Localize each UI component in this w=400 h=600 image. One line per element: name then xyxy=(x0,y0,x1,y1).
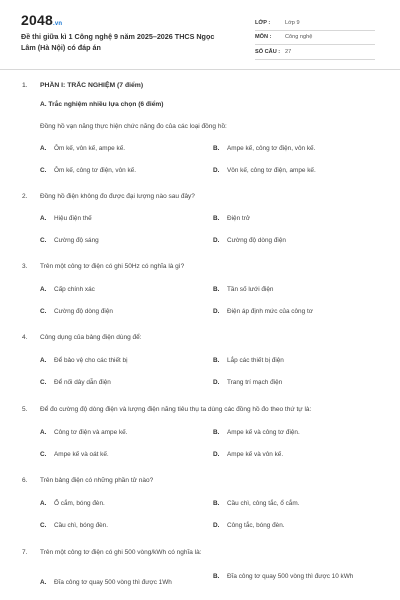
answer-option[interactable] xyxy=(40,144,200,153)
answer-key: B. xyxy=(213,429,220,436)
header-divider xyxy=(0,69,400,70)
answer-key: D. xyxy=(213,522,220,529)
answer-key: C. xyxy=(40,522,47,529)
meta-value: 27 xyxy=(285,48,292,55)
answer-option[interactable] xyxy=(213,166,373,175)
answer-option[interactable] xyxy=(213,499,373,508)
question-text: Trên một công tơ điện có ghi 50Hz có nghĩa là gì? xyxy=(40,263,185,270)
answer-text: Điện trở xyxy=(227,215,251,222)
answer-text: Ampe kế và vôn kế. xyxy=(227,451,284,458)
answer-text: Cường độ sáng xyxy=(54,237,99,244)
question xyxy=(22,333,382,342)
answer-key: C. xyxy=(40,379,47,386)
question-text: Để đo cường độ dòng điện và lượng điện năng tiêu thụ ta dùng các đồng hồ đo theo thứ tự là: xyxy=(40,406,312,413)
answer-key: B. xyxy=(213,357,220,364)
answer-option[interactable] xyxy=(40,285,200,294)
part-heading xyxy=(22,82,382,89)
answer-text: Vôn kế, công tơ điện, ampe kế. xyxy=(227,167,316,174)
exam-meta xyxy=(255,16,375,60)
question-number: 7. xyxy=(22,549,28,556)
question-text: Đồng hồ điện không đo được đại lượng nào sau đây? xyxy=(40,193,195,200)
answer-key: D. xyxy=(213,167,220,174)
answer-key: D. xyxy=(213,379,220,386)
answer-text: Lắp các thiết bị điện xyxy=(227,357,284,364)
answer-text: Cường độ dòng điện xyxy=(227,237,286,244)
answer-text: Ampe kế và oát kế. xyxy=(54,451,109,458)
answer-option[interactable] xyxy=(213,356,373,365)
meta-label: MÔN : xyxy=(255,34,272,41)
question xyxy=(22,192,382,201)
answer-option[interactable] xyxy=(213,450,373,459)
answer-key: C. xyxy=(40,308,47,315)
answer-option[interactable] xyxy=(40,214,200,223)
answer-key: A. xyxy=(40,429,47,436)
answer-key: C. xyxy=(40,237,47,244)
answer-option[interactable] xyxy=(40,428,200,437)
answer-key: A. xyxy=(40,145,47,152)
answer-text: Công tơ điện và ampe kế. xyxy=(54,429,128,436)
answer-text: Tần số lưới điện xyxy=(227,286,274,293)
answer-key: A. xyxy=(40,357,47,364)
answer-key: A. xyxy=(40,500,47,507)
question-number: 4. xyxy=(22,334,28,341)
answer-text: Hiệu điện thế xyxy=(54,215,92,222)
answer-option[interactable] xyxy=(40,356,200,365)
answer-key: D. xyxy=(213,451,220,458)
answer-option[interactable] xyxy=(40,378,200,387)
answer-text: Để nối dây dẫn điện xyxy=(54,379,111,386)
answer-option[interactable] xyxy=(213,214,373,223)
section-heading: A. Trắc nghiệm nhiều lựa chọn (6 điểm) xyxy=(40,101,164,108)
answer-option[interactable] xyxy=(40,450,200,459)
answer-option[interactable] xyxy=(213,144,373,153)
answer-option[interactable] xyxy=(213,572,368,581)
answer-option[interactable] xyxy=(40,499,200,508)
answer-key: C. xyxy=(40,451,47,458)
answer-option[interactable] xyxy=(40,578,200,587)
meta-value: Công nghệ xyxy=(285,34,313,41)
answer-option[interactable] xyxy=(213,285,373,294)
answer-key: D. xyxy=(213,308,220,315)
answer-key: A. xyxy=(40,215,47,222)
meta-label: LỚP : xyxy=(255,19,271,26)
answer-key: B. xyxy=(213,215,220,222)
answer-option[interactable] xyxy=(213,521,373,530)
answer-text: Cường độ dòng điện xyxy=(54,308,113,315)
question xyxy=(22,405,382,414)
answer-key: B. xyxy=(213,573,220,580)
answer-text: Trang trí mạch điện xyxy=(227,379,283,386)
answer-option[interactable] xyxy=(40,307,200,316)
answer-key: D. xyxy=(213,237,220,244)
site-logo[interactable] xyxy=(21,12,62,28)
logo-suffix: .vn xyxy=(52,21,63,27)
answer-option[interactable] xyxy=(40,521,200,530)
meta-row-subject xyxy=(255,31,375,46)
answer-text: Ampe kế, công tơ điện, vôn kế. xyxy=(227,145,316,152)
answer-key: A. xyxy=(40,579,47,586)
answer-text: Ôm kế, công tơ điện, vôn kế. xyxy=(54,167,136,174)
answer-text: Ôm kế, vôn kế, ampe kế. xyxy=(54,145,126,152)
question-text: Công dụng của bảng điện dùng để: xyxy=(40,334,142,341)
meta-label: SỐ CÂU : xyxy=(255,48,281,55)
answer-text: Đĩa công tơ quay 500 vòng thì được 1Wh xyxy=(54,579,172,586)
question xyxy=(22,476,382,485)
part-title: PHẦN I: TRẮC NGHIỆM (7 điểm) xyxy=(40,82,144,89)
answer-text: Ổ cắm, bóng đèn. xyxy=(54,500,105,507)
answer-text: Cấp chính xác xyxy=(54,286,95,293)
answer-key: B. xyxy=(213,145,220,152)
question xyxy=(22,548,382,557)
logo-text: 2048 xyxy=(21,12,53,28)
meta-value: Lớp 9 xyxy=(285,19,300,26)
question xyxy=(22,262,382,271)
question-number: 6. xyxy=(22,477,28,484)
header xyxy=(0,0,400,66)
exam-title: Đề thi giữa kì 1 Công nghệ 9 năm 2025–2026 THCS Ngọc Lâm (Hà Nội) có đáp án xyxy=(21,32,215,52)
answer-text: Cầu chì, bóng đèn. xyxy=(54,522,109,529)
meta-row-class xyxy=(255,16,375,31)
question-text: Trên một công tơ điện có ghi 500 vòng/kWh có nghĩa là: xyxy=(40,549,202,556)
answer-text: Cầu chì, công tắc, ổ cắm. xyxy=(227,500,300,507)
answer-option[interactable] xyxy=(40,236,200,245)
answer-key: A. xyxy=(40,286,47,293)
answer-key: B. xyxy=(213,286,220,293)
answer-option[interactable] xyxy=(213,378,373,387)
answer-option[interactable] xyxy=(213,428,373,437)
meta-row-count xyxy=(255,45,375,60)
question-text: Đồng hồ vạn năng thực hiện chức năng đo của các loại đồng hồ: xyxy=(40,123,227,130)
part-number: 1. xyxy=(22,82,28,89)
answer-text: Đĩa công tơ quay 500 vòng thì được 10 kWh xyxy=(227,573,354,580)
answer-key: C. xyxy=(40,167,47,174)
answer-option[interactable] xyxy=(213,236,373,245)
answer-text: Ampe kế và công tơ điện. xyxy=(227,429,300,436)
answer-option[interactable] xyxy=(213,307,373,316)
question-number: 2. xyxy=(22,193,28,200)
answer-text: Để bảo vệ cho các thiết bị xyxy=(54,357,128,364)
question-text: Trên bảng điện có những phần tử nào? xyxy=(40,477,154,484)
answer-key: B. xyxy=(213,500,220,507)
question-number: 5. xyxy=(22,406,28,413)
answer-text: Công tắc, bóng đèn. xyxy=(227,522,285,529)
answer-text: Điện áp định mức của công tơ xyxy=(227,308,313,315)
question-number: 3. xyxy=(22,263,28,270)
answer-option[interactable] xyxy=(40,166,200,175)
